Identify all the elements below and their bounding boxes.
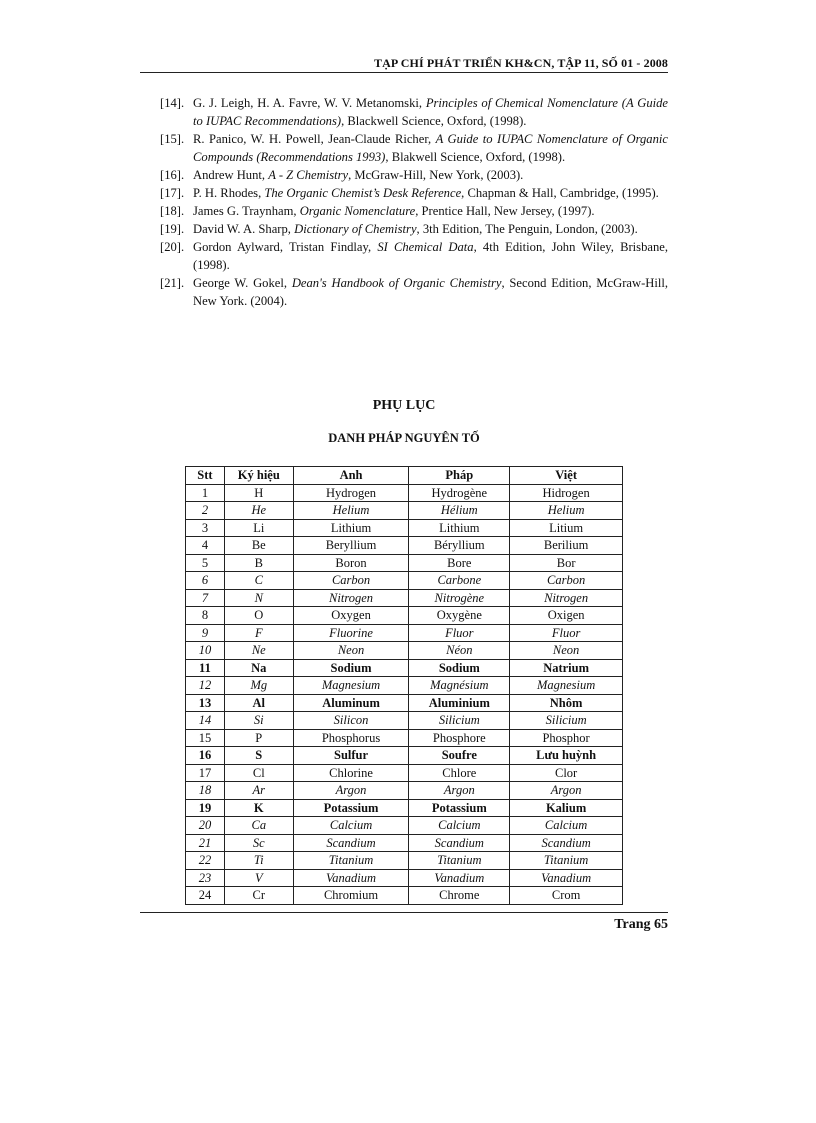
cell-french: Aluminium [409,694,510,712]
cell-symbol: H [224,484,293,502]
cell-stt: 23 [186,869,225,887]
cell-french: Néon [409,642,510,660]
cell-french: Magnésium [409,677,510,695]
reference-title: SI Chemical Data [377,240,474,254]
cell-stt: 18 [186,782,225,800]
reference-text-part: , Prentice Hall, New Jersey, (1997). [415,204,595,218]
reference-text-part: , Blackwell Science, Oxford, (1998). [341,114,527,128]
cell-stt: 4 [186,537,225,555]
cell-english: Hydrogen [293,484,409,502]
reference-text [193,238,668,274]
cell-english: Helium [293,502,409,520]
reference-text-part: James G. Traynham, [193,204,300,218]
reference-title: Principles of Chemical Nomenclature (A Guide to IUPAC Recommendations) [193,96,668,128]
cell-vietnamese: Calcium [510,817,623,835]
table-row [186,624,623,642]
table-row [186,729,623,747]
cell-english: Calcium [293,817,409,835]
reference-text [193,166,668,184]
table-row [186,572,623,590]
table-row [186,852,623,870]
cell-vietnamese: Titanium [510,852,623,870]
reference-title: A Guide to IUPAC Nomenclature of Organic Compounds (Recommendations 1993) [193,132,668,164]
cell-vietnamese: Magnesium [510,677,623,695]
reference-list [160,94,668,310]
appendix-subtitle: DANH PHÁP NGUYÊN TỐ [328,431,480,445]
table-row [186,642,623,660]
header-stt: Stt [186,467,225,485]
cell-stt: 6 [186,572,225,590]
cell-symbol: Be [224,537,293,555]
cell-vietnamese: Carbon [510,572,623,590]
reference-text [193,220,668,238]
cell-symbol: Ar [224,782,293,800]
reference-text-part: David W. A. Sharp, [193,222,295,236]
cell-stt: 21 [186,834,225,852]
reference-item [160,94,668,130]
cell-english: Oxygen [293,607,409,625]
cell-vietnamese: Crom [510,887,623,905]
table-row [186,887,623,905]
cell-symbol: C [224,572,293,590]
table-row [186,484,623,502]
cell-english: Fluorine [293,624,409,642]
table-row [186,659,623,677]
cell-symbol: P [224,729,293,747]
cell-french: Béryllium [409,537,510,555]
cell-french: Carbone [409,572,510,590]
cell-vietnamese: Nhôm [510,694,623,712]
cell-stt: 19 [186,799,225,817]
cell-stt: 16 [186,747,225,765]
cell-french: Fluor [409,624,510,642]
cell-french: Hélium [409,502,510,520]
cell-symbol: F [224,624,293,642]
cell-french: Potassium [409,799,510,817]
cell-vietnamese: Natrium [510,659,623,677]
cell-english: Titanium [293,852,409,870]
reference-text [193,94,668,130]
reference-text-part: , 3th Edition, The Penguin, London, (2003). [416,222,638,236]
table-row [186,712,623,730]
reference-title: Dictionary of Chemistry [294,222,417,236]
cell-stt: 12 [186,677,225,695]
table-row [186,589,623,607]
cell-stt: 17 [186,764,225,782]
reference-item [160,202,668,220]
table-header-row [186,467,623,485]
reference-text-part: , 4th Edition, John Wiley, Brisbane, (1998). [193,240,668,272]
reference-number: [16]. [160,168,185,182]
table-row [186,554,623,572]
cell-stt: 13 [186,694,225,712]
cell-vietnamese: Oxigen [510,607,623,625]
cell-symbol: Si [224,712,293,730]
cell-english: Nitrogen [293,589,409,607]
reference-text-part: R. Panico, W. H. Powell, Jean-Claude Richer, [193,132,436,146]
cell-symbol: S [224,747,293,765]
cell-english: Sodium [293,659,409,677]
cell-french: Oxygène [409,607,510,625]
reference-number: [17]. [160,186,185,200]
cell-english: Scandium [293,834,409,852]
reference-number: [19]. [160,222,185,236]
cell-stt: 8 [186,607,225,625]
header-french: Pháp [409,467,510,485]
cell-english: Magnesium [293,677,409,695]
reference-number: [14]. [160,96,185,110]
cell-vietnamese: Kalium [510,799,623,817]
cell-english: Potassium [293,799,409,817]
reference-item [160,166,668,184]
cell-vietnamese: Lưu huỳnh [510,747,623,765]
header-english: Anh [293,467,409,485]
cell-stt: 7 [186,589,225,607]
cell-english: Phosphorus [293,729,409,747]
table-row [186,834,623,852]
cell-symbol: Mg [224,677,293,695]
reference-text-part: , Second Edition, McGraw-Hill, New York. (2004). [193,276,669,308]
cell-vietnamese: Clor [510,764,623,782]
reference-item [160,274,668,310]
cell-vietnamese: Berilium [510,537,623,555]
reference-text-part: George W. Gokel, [193,276,292,290]
cell-vietnamese: Vanadium [510,869,623,887]
cell-stt: 22 [186,852,225,870]
reference-number: [21]. [160,276,185,290]
cell-french: Lithium [409,519,510,537]
cell-french: Titanium [409,852,510,870]
cell-english: Chlorine [293,764,409,782]
element-nomenclature-table [185,466,623,905]
cell-stt: 2 [186,502,225,520]
cell-symbol: Al [224,694,293,712]
table-row [186,519,623,537]
table-row [186,817,623,835]
reference-item [160,238,668,274]
cell-symbol: Na [224,659,293,677]
cell-symbol: He [224,502,293,520]
reference-item [160,220,668,238]
cell-symbol: B [224,554,293,572]
cell-english: Lithium [293,519,409,537]
reference-text-part: Gordon Aylward, Tristan Findlay, [193,240,378,254]
cell-french: Hydrogène [409,484,510,502]
cell-english: Carbon [293,572,409,590]
journal-header: TẠP CHÍ PHÁT TRIỂN KH&CN, TẬP 11, SỐ 01 - 2008 [374,56,668,70]
cell-stt: 3 [186,519,225,537]
reference-title: Organic Nomenclature [299,204,416,218]
cell-symbol: Cl [224,764,293,782]
reference-item [160,184,668,202]
table-row [186,677,623,695]
cell-french: Calcium [409,817,510,835]
table-row [186,747,623,765]
cell-symbol: O [224,607,293,625]
reference-title: The Organic Chemist’s Desk Reference [264,186,462,200]
cell-french: Nitrogène [409,589,510,607]
reference-item [160,130,668,166]
cell-stt: 15 [186,729,225,747]
cell-vietnamese: Bor [510,554,623,572]
reference-text-part: , Blakwell Science, Oxford, (1998). [385,150,566,164]
reference-text-part: Andrew Hunt, [193,168,269,182]
reference-number: [20]. [160,240,185,254]
cell-french: Argon [409,782,510,800]
cell-symbol: Cr [224,887,293,905]
reference-text [193,130,668,166]
cell-symbol: Li [224,519,293,537]
cell-vietnamese: Silicium [510,712,623,730]
reference-text-part: P. H. Rhodes, [193,186,265,200]
reference-text [193,184,668,202]
cell-french: Silicium [409,712,510,730]
header-vietnamese: Việt [510,467,623,485]
cell-vietnamese: Hidrogen [510,484,623,502]
cell-stt: 5 [186,554,225,572]
reference-text-part: G. J. Leigh, H. A. Favre, W. V. Metanomski, [193,96,426,110]
cell-french: Chrome [409,887,510,905]
cell-symbol: V [224,869,293,887]
cell-french: Sodium [409,659,510,677]
cell-english: Beryllium [293,537,409,555]
cell-english: Sulfur [293,747,409,765]
reference-text [193,202,668,220]
table-row [186,782,623,800]
cell-vietnamese: Nitrogen [510,589,623,607]
cell-french: Phosphore [409,729,510,747]
cell-stt: 24 [186,887,225,905]
cell-symbol: Ti [224,852,293,870]
cell-symbol: Ca [224,817,293,835]
cell-symbol: N [224,589,293,607]
cell-english: Argon [293,782,409,800]
cell-stt: 1 [186,484,225,502]
cell-vietnamese: Fluor [510,624,623,642]
header-symbol: Ký hiệu [224,467,293,485]
reference-title: Dean's Handbook of Organic Chemistry [291,276,502,290]
cell-symbol: Ne [224,642,293,660]
cell-french: Soufre [409,747,510,765]
cell-vietnamese: Argon [510,782,623,800]
table-row [186,869,623,887]
cell-vietnamese: Phosphor [510,729,623,747]
table-row [186,764,623,782]
cell-english: Chromium [293,887,409,905]
cell-vietnamese: Litium [510,519,623,537]
cell-symbol: K [224,799,293,817]
cell-french: Scandium [409,834,510,852]
table-row [186,607,623,625]
cell-french: Chlore [409,764,510,782]
cell-vietnamese: Neon [510,642,623,660]
table-row [186,537,623,555]
table-body [186,484,623,904]
cell-english: Silicon [293,712,409,730]
page-number: Trang 65 [614,917,668,932]
cell-english: Boron [293,554,409,572]
cell-english: Neon [293,642,409,660]
table-row [186,502,623,520]
cell-stt: 10 [186,642,225,660]
cell-french: Vanadium [409,869,510,887]
reference-number: [18]. [160,204,185,218]
cell-stt: 14 [186,712,225,730]
reference-text-part: , Chapman & Hall, Cambridge, (1995). [461,186,659,200]
cell-vietnamese: Helium [510,502,623,520]
table-row [186,694,623,712]
cell-french: Bore [409,554,510,572]
reference-text [193,274,668,310]
reference-title: A - Z Chemistry [268,168,349,182]
reference-number: [15]. [160,132,185,146]
cell-stt: 9 [186,624,225,642]
cell-vietnamese: Scandium [510,834,623,852]
cell-stt: 20 [186,817,225,835]
header-rule [140,72,668,73]
reference-text-part: , McGraw-Hill, New York, (2003). [348,168,524,182]
cell-symbol: Sc [224,834,293,852]
cell-english: Aluminum [293,694,409,712]
table-row [186,799,623,817]
appendix-title: PHỤ LỤC [372,398,436,413]
cell-stt: 11 [186,659,225,677]
cell-english: Vanadium [293,869,409,887]
footer-rule [140,912,668,913]
